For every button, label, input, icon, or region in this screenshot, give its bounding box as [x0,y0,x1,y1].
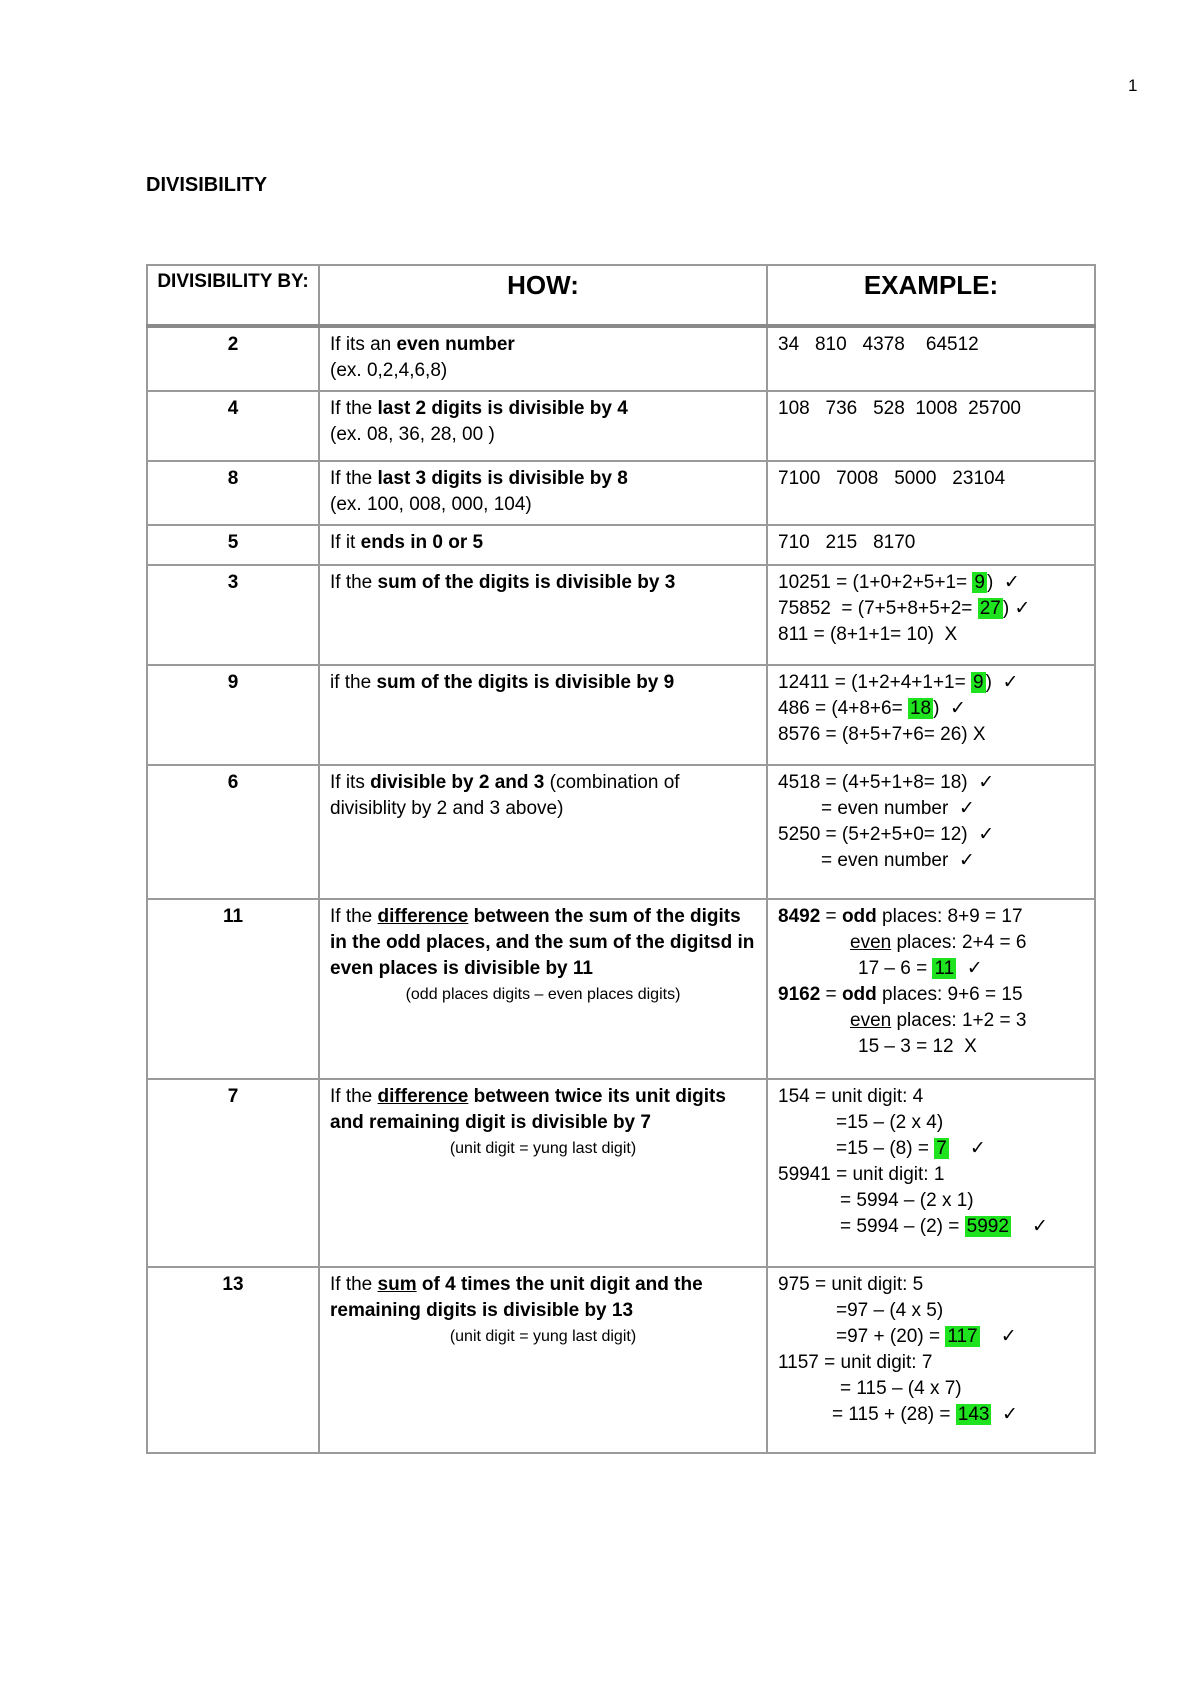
table-row [147,1267,1095,1453]
divisor-cell: 4 [147,391,319,461]
how-text: If the [330,572,378,593]
example-cell [767,565,1095,665]
example-line [778,596,1084,622]
check-mark: ✓ [948,1138,986,1159]
example-line [778,1136,1084,1162]
highlight-result: 11 [934,958,955,979]
how-text: if the [330,672,377,693]
how-cell [319,565,767,665]
how-cell [319,1267,767,1453]
example-text: = [820,906,842,927]
example-line: 811 = (8+1+1= 10) X [778,624,958,645]
highlight-result: 7 [936,1138,947,1159]
check-mark: ✓ [956,958,983,979]
example-cell [767,765,1095,899]
how-text: If it [330,532,361,553]
example-line: 154 = unit digit: 4 [778,1086,924,1107]
how-cell [319,525,767,565]
example-bold: odd [841,906,877,927]
example-line [778,930,1084,956]
how-text: If the [330,468,378,489]
how-bold: of 4 times the unit digit and the remaining digits is divisible by 13 [330,1274,703,1321]
highlight-result: 27 [979,598,1001,619]
example-line: 1157 = unit digit: 7 [778,1352,933,1373]
how-bold: between twice its unit digits and remaining digit is divisible by 7 [330,1086,726,1133]
how-text: If its [330,772,371,793]
how-cell [319,391,767,461]
how-bold: ends in 0 or 5 [360,532,484,553]
example-line [778,696,1084,722]
example-cell [767,461,1095,525]
example-cell [767,1079,1095,1267]
divisor-cell: 2 [147,326,319,391]
table-row [147,525,1095,565]
divisibility-table [146,264,1096,1454]
divisor-cell: 8 [147,461,319,525]
how-cell [319,899,767,1079]
how-note: (odd places digits – even places digits) [405,986,681,1003]
example-text: places: 1+2 = 3 [891,1010,1027,1031]
example-line: = even number ✓ [821,798,975,819]
divisor-cell: 7 [147,1079,319,1267]
example-text: 75852 = (7+5+8+5+2= [778,598,978,619]
header-example: EXAMPLE: [767,265,1095,326]
how-cell [319,326,767,391]
how-text: (combination of divisiblity by 2 and 3 above) [330,772,680,819]
example-text: =97 + (20) = [836,1326,946,1347]
example-text: 12411 = (1+2+4+1+1= [778,672,971,693]
example-line [778,1214,1084,1240]
example-line: 59941 = unit digit: 1 [778,1164,945,1185]
example-line: = 5994 – (2 x 1) [840,1190,974,1211]
example-text: places: 8+9 = 17 [876,906,1023,927]
table-row [147,326,1095,391]
example-line: 975 = unit digit: 5 [778,1274,924,1295]
table-row [147,391,1095,461]
example-text: =15 – (8) = [836,1138,935,1159]
divisor-cell: 5 [147,525,319,565]
check-mark: ) ✓ [985,672,1019,693]
how-bold: between the sum of the digits in the odd places, and the sum of the digitsd in even places is divisible by 11 [330,906,755,979]
table-row [147,665,1095,765]
example-line: =97 – (4 x 5) [836,1300,944,1321]
how-bold: last 2 digits is divisible by 4 [377,398,628,419]
how-cell [319,665,767,765]
divisor-cell: 13 [147,1267,319,1453]
highlight-result: 9 [973,672,984,693]
example-text: 34 810 4378 64512 [778,334,979,355]
divisor-cell: 3 [147,565,319,665]
example-line [778,1324,1084,1350]
example-line [778,570,1084,596]
how-text: If the [330,906,378,927]
check-mark: ) ✓ [1002,598,1031,619]
check-mark: ✓ [979,1326,1017,1347]
example-text: 10251 = (1+0+2+5+1= [778,572,973,593]
how-underlined: sum [377,1274,417,1295]
divisor-cell: 6 [147,765,319,899]
example-text: = [820,984,842,1005]
table-row [147,565,1095,665]
example-cell [767,665,1095,765]
how-text: If its an [330,334,397,355]
example-cell [767,326,1095,391]
check-mark: ✓ [991,1404,1018,1425]
example-cell [767,525,1095,565]
header-how: HOW: [319,265,767,326]
how-bold: sum of the digits is divisible by 9 [376,672,675,693]
example-number: 9162 [778,984,821,1005]
how-bold: last 3 digits is divisible by 8 [377,468,628,489]
page-title: DIVISIBILITY [146,174,268,196]
example-text: 7100 7008 5000 23104 [778,468,1006,489]
example-cell [767,899,1095,1079]
highlight-result: 18 [909,698,932,719]
example-underlined: even [850,1010,892,1031]
check-mark: ) ✓ [933,698,966,719]
how-bold: even number [396,334,515,355]
example-text: places: 9+6 = 15 [876,984,1023,1005]
how-text: If the [330,398,378,419]
how-text: If the [330,1086,378,1107]
example-line: 4518 = (4+5+1+8= 18) ✓ [778,772,995,793]
example-line: = 115 – (4 x 7) [840,1378,962,1399]
highlight-result: 117 [947,1326,978,1347]
example-text: = 5994 – (2) = [840,1216,965,1237]
example-line: = even number ✓ [821,850,975,871]
example-line [778,1008,1084,1034]
example-line: 5250 = (5+2+5+0= 12) ✓ [778,824,995,845]
divisor-cell: 11 [147,899,319,1079]
example-number: 8492 [778,906,821,927]
how-underlined: difference [377,906,469,927]
example-line: 15 – 3 = 12 X [858,1036,977,1057]
check-mark: ) ✓ [987,572,1020,593]
how-underlined: difference [377,1086,469,1107]
how-example: (ex. 0,2,4,6,8) [330,360,448,381]
table-header-row [147,265,1095,326]
how-cell [319,461,767,525]
example-bold: odd [841,984,877,1005]
header-divisibility-by: DIVISIBILITY BY: [147,265,319,326]
how-bold: divisible by 2 and 3 [370,772,545,793]
highlight-result: 5992 [966,1216,1009,1237]
example-underlined: even [850,932,892,953]
example-line [778,1402,1084,1428]
how-cell [319,765,767,899]
check-mark: ✓ [1010,1216,1048,1237]
table-row [147,1079,1095,1267]
example-cell [767,1267,1095,1453]
highlight-result: 143 [957,1404,990,1425]
how-text: If the [330,1274,378,1295]
page-number: 1 [1128,76,1138,95]
how-note: (unit digit = yung last digit) [449,1328,637,1345]
how-example: (ex. 100, 008, 000, 104) [330,494,532,515]
example-line: 8576 = (8+5+7+6= 26) X [778,724,986,745]
example-cell [767,391,1095,461]
table-row [147,461,1095,525]
example-line: =15 – (2 x 4) [836,1112,944,1133]
divisor-cell: 9 [147,665,319,765]
example-line [778,982,1084,1008]
example-text: places: 2+4 = 6 [891,932,1027,953]
example-line [778,904,1084,930]
how-cell [319,1079,767,1267]
example-text: 710 215 8170 [778,532,916,553]
how-note: (unit digit = yung last digit) [449,1140,637,1157]
example-line [778,956,1084,982]
example-line [778,670,1084,696]
example-text: 108 736 528 1008 25700 [778,398,1021,419]
table-row [147,899,1095,1079]
how-example: (ex. 08, 36, 28, 00 ) [330,424,495,445]
example-text: = 115 + (28) = [832,1404,956,1425]
how-bold: sum of the digits is divisible by 3 [377,572,676,593]
table-row [147,765,1095,899]
example-text: 486 = (4+8+6= [778,698,908,719]
example-text: 17 – 6 = [858,958,933,979]
highlight-result: 9 [974,572,985,593]
